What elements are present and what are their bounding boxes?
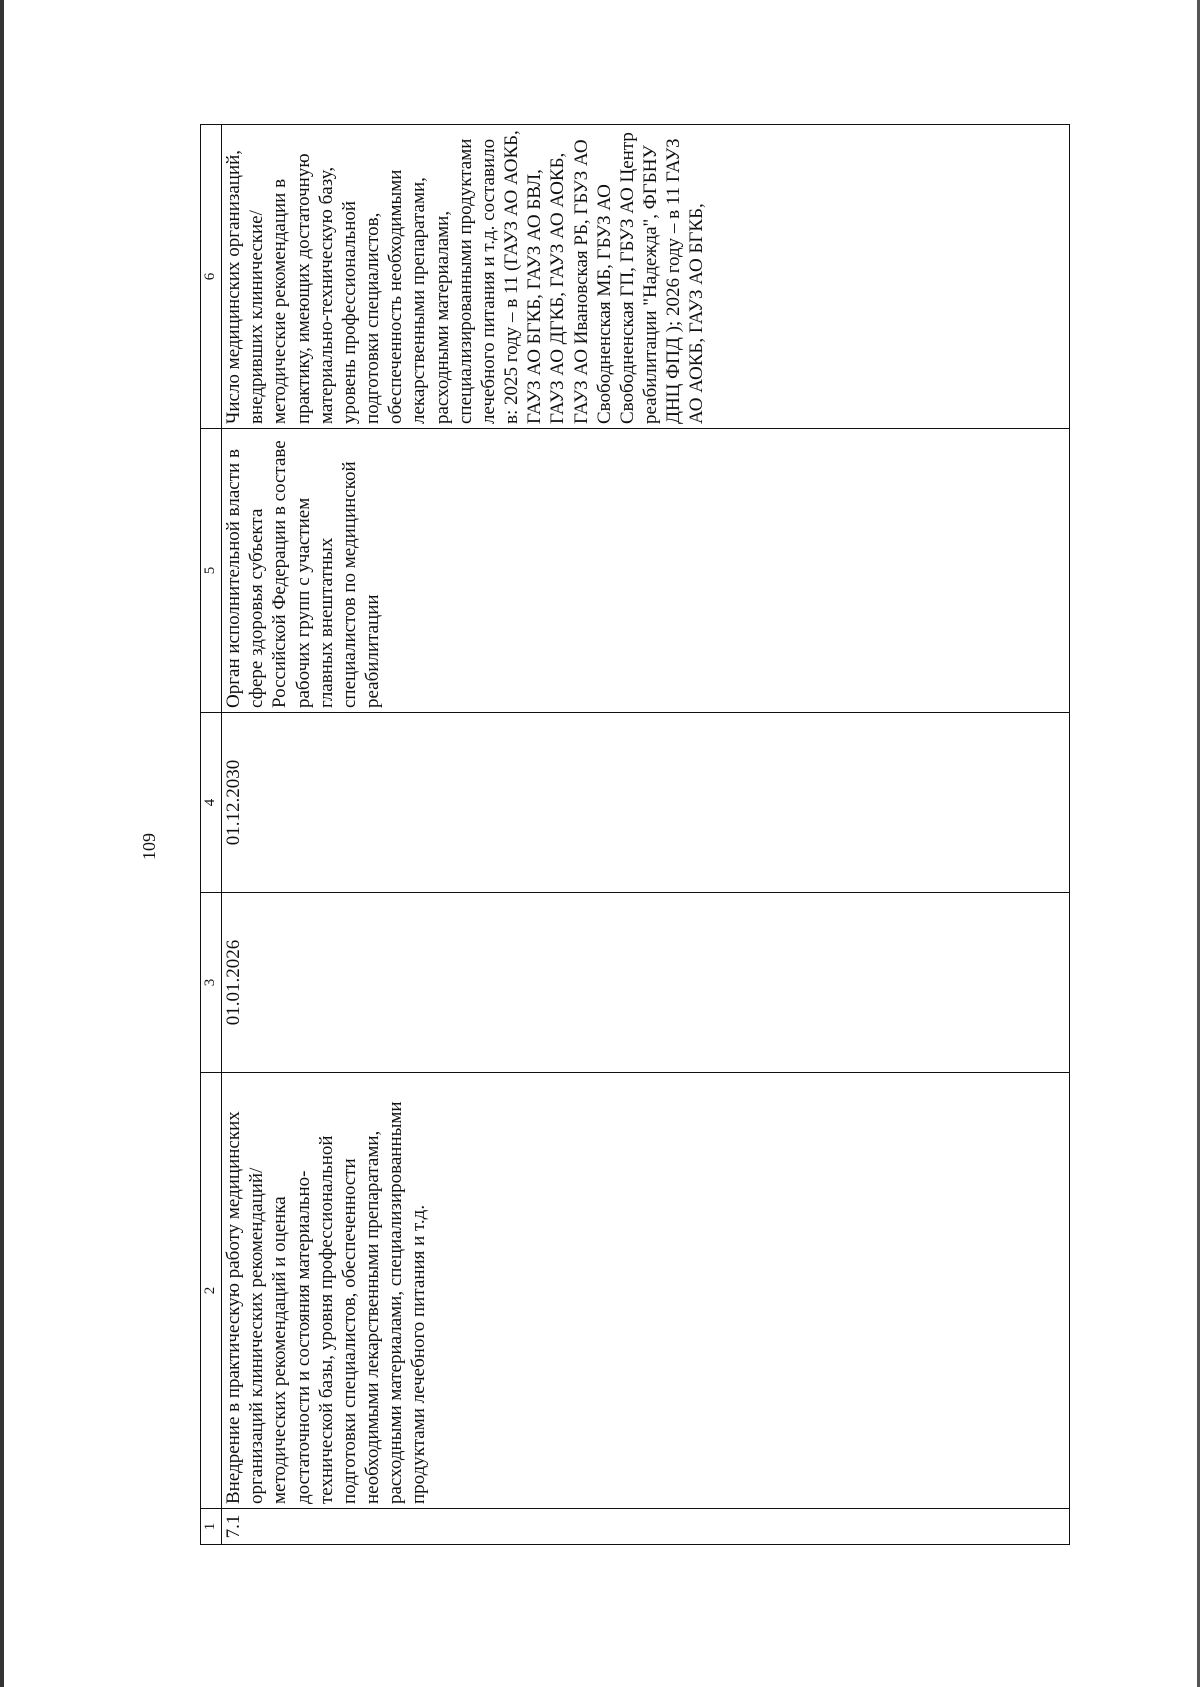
expected-result: Число медицинских организаций, внедривших клинические/методические рекомендации в практику, имеющих достаточную материально-техническую базу, уровень профессиональной подготовки специалистов, обеспеченность необходимыми лекарственными препаратами, расходными материалами, специализированными продуктами лечебного питания и т.д. составило в: 2025 году – в 11 (ГАУЗ АО АОКБ, ГАУЗ АО БГКБ, ГАУЗ АО БВЛ, ГАУЗ АО ДГКБ, ГАУЗ АО АОКБ, ГАУЗ АО Ивановская РБ, ГБУЗ АО Свободненская МБ, ГБУЗ АО Свободненская ГП, ГБУЗ АО Центр реабилитации "Надежда", ФГБНУ ДНЦ ФПД ); 2026 году – в 11 ГАУЗ АО АОКБ, ГАУЗ АО БГКБ, xyxy=(223,130,708,424)
column-header-5: 5 xyxy=(201,429,222,713)
activity-description: Внедрение в практическую работу медицинских организаций клинических рекомендаций/методических рекомендаций и оценка достаточности и состояния материально-технической базы, уровня профессиональной подготовки специалистов, обеспеченности необходимыми лекарственными препаратами, расходными материалами, специализированными продуктами лечебного питания и т.д. xyxy=(223,1101,430,1504)
end-date: 01.12.2030 xyxy=(223,759,244,846)
start-date-cell xyxy=(222,893,1070,1073)
row-number: 7.1 xyxy=(223,1514,244,1539)
column-header-4: 4 xyxy=(201,713,222,893)
column-header-2: 2 xyxy=(201,1073,222,1509)
responsible-cell xyxy=(222,429,1070,713)
start-date: 01.01.2026 xyxy=(223,939,244,1026)
column-header-3: 3 xyxy=(201,893,222,1073)
column-header-6: 6 xyxy=(201,125,222,429)
responsible-executor: Орган исполнительной власти в сфере здоровья субъекта Российской Федерации в составе рабочих групп с участием главных внештатных специалистов по медицинской реабилитации xyxy=(223,440,384,708)
table-row xyxy=(222,125,1070,1545)
page-number: 109 xyxy=(139,833,159,860)
scan-border-left xyxy=(0,0,4,1687)
description-cell xyxy=(222,1073,1070,1509)
result-cell xyxy=(222,125,1070,429)
column-header-1: 1 xyxy=(201,1509,222,1545)
rotated-page xyxy=(200,125,1070,1545)
plan-table xyxy=(200,124,1070,1545)
row-number-cell xyxy=(222,1509,1070,1545)
header-row xyxy=(201,125,222,1545)
end-date-cell xyxy=(222,713,1070,893)
